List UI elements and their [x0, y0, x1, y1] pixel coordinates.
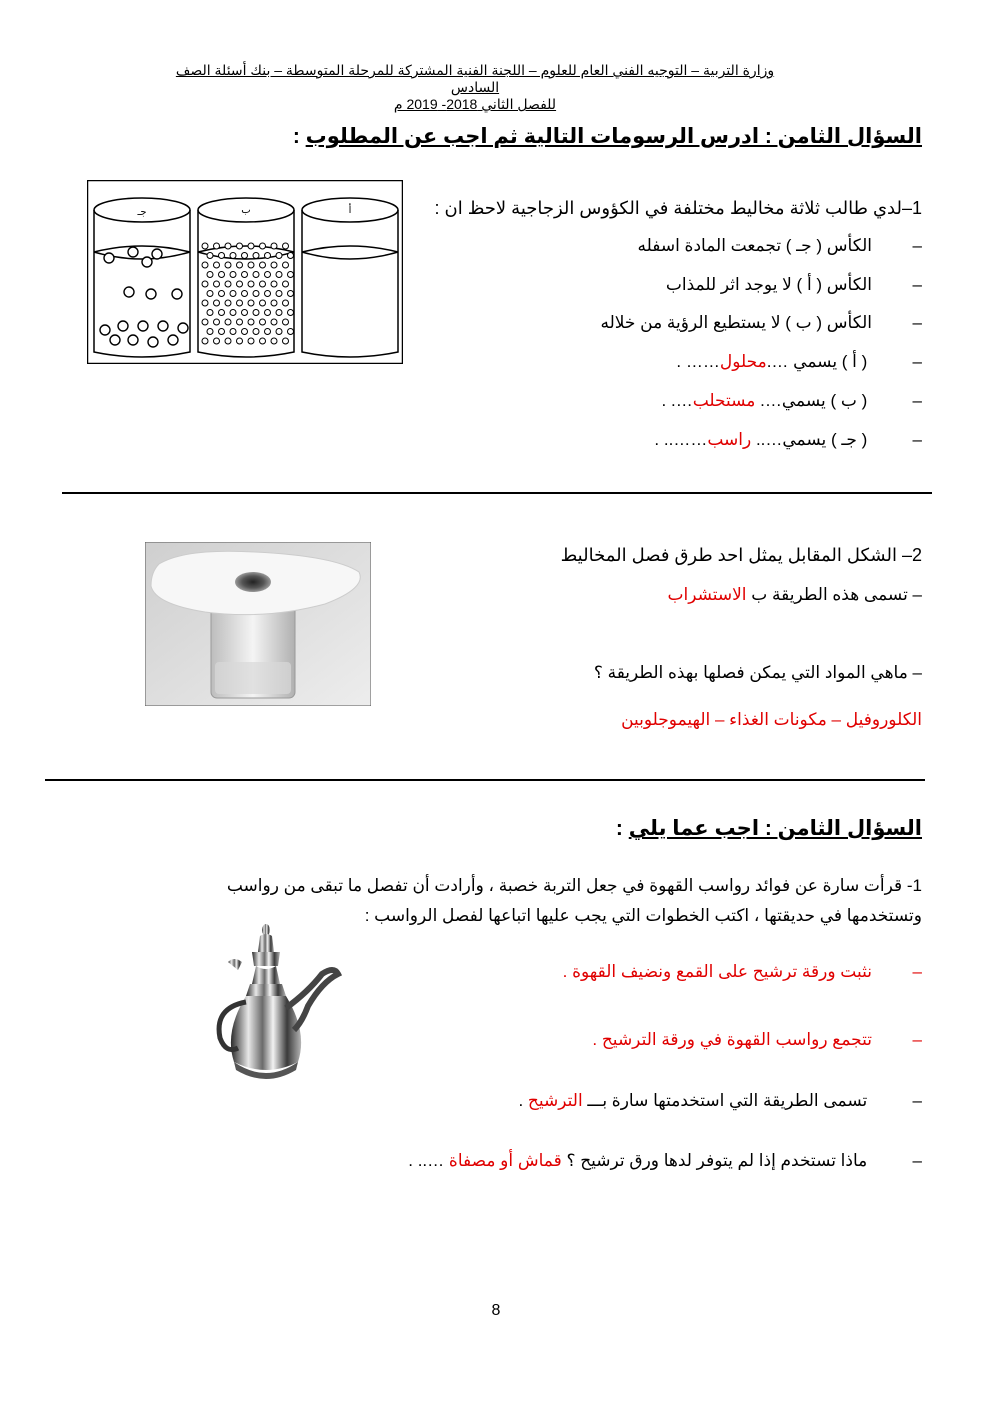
particle — [142, 257, 152, 267]
answer-b-line: – ( ب ) يسمي…. مستحلب…. . — [662, 391, 922, 411]
step-1: – نثبت ورقة ترشيح على القمع ونضيف القهوة . — [563, 962, 922, 982]
particle — [276, 291, 282, 297]
particle — [207, 329, 213, 335]
particle — [265, 310, 271, 316]
particle — [288, 291, 294, 297]
particle — [271, 262, 277, 268]
particle — [253, 272, 259, 278]
cup-label-b: ب — [241, 205, 251, 216]
particle — [260, 243, 266, 249]
particle — [248, 243, 254, 249]
answer-b: مستحلب — [692, 391, 756, 410]
particle — [242, 253, 248, 259]
particle — [283, 319, 289, 325]
particle — [242, 291, 248, 297]
particle — [265, 253, 271, 259]
particle — [230, 310, 236, 316]
materials-question: – ماهي المواد التي يمكن فصلها بهذه الطريقة ؟ — [593, 663, 922, 682]
filtration-method-line: – تسمى الطريقة التي استخدمتها سارة بـــ الترشيح . — [518, 1091, 922, 1111]
page-header — [150, 62, 800, 113]
particle — [276, 329, 282, 335]
particle — [288, 253, 294, 259]
section2-intro-1: 1- قرأت سارة عن فوائد رواسب القهوة في جعل التربة خصبة ، وأرادت أن تفصل ما تبقى من رواسب — [226, 876, 922, 895]
particle — [124, 287, 134, 297]
particle — [283, 243, 289, 249]
particle — [219, 329, 225, 335]
particle — [202, 319, 208, 325]
section2-intro-2: وتستخدمها في حديقتها ، اكتب الخطوات التي يجب عليها اتباعها لفصل الرواسب : — [364, 906, 922, 925]
particle — [271, 281, 277, 287]
particle — [248, 262, 254, 268]
particle — [237, 243, 243, 249]
answer-a: محلول — [719, 352, 767, 371]
particle — [283, 262, 289, 268]
alternative-answer: قماش أو مصفاة — [448, 1151, 562, 1170]
particle — [271, 243, 277, 249]
particle — [271, 300, 277, 306]
particle — [283, 300, 289, 306]
three-cups-figure — [87, 180, 403, 364]
particle — [248, 338, 254, 344]
particle — [253, 329, 259, 335]
particle — [219, 310, 225, 316]
particle — [230, 272, 236, 278]
particle — [237, 281, 243, 287]
particle — [237, 319, 243, 325]
section2-title: السؤال الثامن : اجب عما يلي : — [615, 817, 922, 840]
particle — [260, 338, 266, 344]
particle — [288, 329, 294, 335]
particle — [207, 272, 213, 278]
particle — [207, 253, 213, 259]
particle — [110, 335, 120, 345]
particle — [248, 300, 254, 306]
particle — [152, 249, 162, 259]
materials-answer: الكلوروفيل – مكونات الغذاء – الهيموجلوبين — [621, 710, 922, 729]
particle — [219, 291, 225, 297]
particle — [202, 281, 208, 287]
q1-intro: 1–لدي طالب ثلاثة مخاليط مختلفة في الكؤوس الزجاجية لاحظ ان : — [434, 198, 922, 218]
header-line-2: للفصل الثاني 2018- 2019 م — [393, 96, 557, 112]
particle — [271, 319, 277, 325]
particle — [207, 310, 213, 316]
particle — [230, 253, 236, 259]
particle — [146, 289, 156, 299]
particle — [128, 247, 138, 257]
particle — [265, 272, 271, 278]
particle — [230, 329, 236, 335]
particle — [230, 291, 236, 297]
coffee-pot-image — [210, 922, 342, 1084]
particle — [214, 300, 220, 306]
particle — [288, 272, 294, 278]
particle — [202, 300, 208, 306]
particle — [225, 300, 231, 306]
particle — [202, 243, 208, 249]
particle — [118, 321, 128, 331]
particle — [271, 338, 277, 344]
particle — [237, 300, 243, 306]
particle — [219, 272, 225, 278]
particle — [225, 262, 231, 268]
particle — [202, 262, 208, 268]
observation-1: – الكأس ( جـ ) تجمعت المادة اسفله — [638, 236, 923, 256]
particle — [225, 281, 231, 287]
particle — [260, 319, 266, 325]
particle — [265, 329, 271, 335]
particle — [148, 337, 158, 347]
particle — [248, 281, 254, 287]
particle — [178, 323, 188, 333]
particle — [214, 281, 220, 287]
particle — [260, 262, 266, 268]
answer-c-line: – ( جـ ) يسمي….. راسب…….. . — [654, 430, 922, 450]
method-line: – تسمى هذه الطريقة ب الاستشراب — [667, 585, 922, 604]
particle — [248, 319, 254, 325]
particle — [283, 281, 289, 287]
section1-title: السؤال الثامن : ادرس الرسومات التالية ثم اجب عن المطلوب : — [292, 125, 922, 148]
cup-label-a: أ — [348, 205, 352, 216]
particle — [214, 262, 220, 268]
particle — [276, 253, 282, 259]
particle — [225, 338, 231, 344]
particle — [214, 243, 220, 249]
particle — [214, 319, 220, 325]
particle — [265, 291, 271, 297]
particle — [276, 310, 282, 316]
particle — [237, 262, 243, 268]
particle — [172, 289, 182, 299]
particle — [283, 338, 289, 344]
particle — [276, 272, 282, 278]
method-answer: الاستشراب — [667, 585, 747, 604]
page-number: 8 — [491, 1302, 501, 1319]
particle — [253, 253, 259, 259]
particle — [225, 243, 231, 249]
cup-label-c: جـ — [137, 207, 147, 218]
answer-c: راسب — [707, 430, 752, 449]
divider-2 — [45, 779, 925, 781]
particle — [237, 338, 243, 344]
observation-3: – الكأس ( ب ) لا يستطيع الرؤية من خلاله — [600, 313, 922, 333]
particle — [260, 300, 266, 306]
particle — [242, 329, 248, 335]
particle — [253, 310, 259, 316]
step-2: – تتجمع رواسب القهوة في ورقة الترشيح . — [592, 1030, 922, 1050]
particle — [168, 335, 178, 345]
filtration-answer: الترشيح — [527, 1091, 583, 1110]
particle — [138, 321, 148, 331]
particle — [242, 310, 248, 316]
answer-a-line: – ( أ ) يسمي ….محلول…… . — [676, 352, 922, 372]
q2-intro: 2– الشكل المقابل يمثل احد طرق فصل المخاليط — [560, 545, 922, 565]
particle — [225, 319, 231, 325]
particle — [100, 325, 110, 335]
alternative-line: – ماذا تستخدم إذا لم يتوفر لدها ورق ترشيح ؟ قماش أو مصفاة ….. . — [408, 1151, 922, 1171]
particle — [242, 272, 248, 278]
particle — [214, 338, 220, 344]
header-line-1: وزارة التربية – التوجيه الفني العام للعلوم – اللجنة الفنية المشتركة للمرحلة المتوسطة – بنك أسئلة الصف السادس — [175, 62, 775, 95]
particle — [128, 335, 138, 345]
particle — [207, 291, 213, 297]
divider-1 — [62, 492, 932, 494]
particle — [202, 338, 208, 344]
particle — [288, 310, 294, 316]
chromatography-image — [145, 542, 371, 706]
particle — [260, 281, 266, 287]
particle — [253, 291, 259, 297]
particle — [158, 321, 168, 331]
particle — [104, 253, 114, 263]
observation-2: – الكأس ( أ ) لا يوجد اثر للمذاب — [666, 275, 922, 295]
particle — [219, 253, 225, 259]
